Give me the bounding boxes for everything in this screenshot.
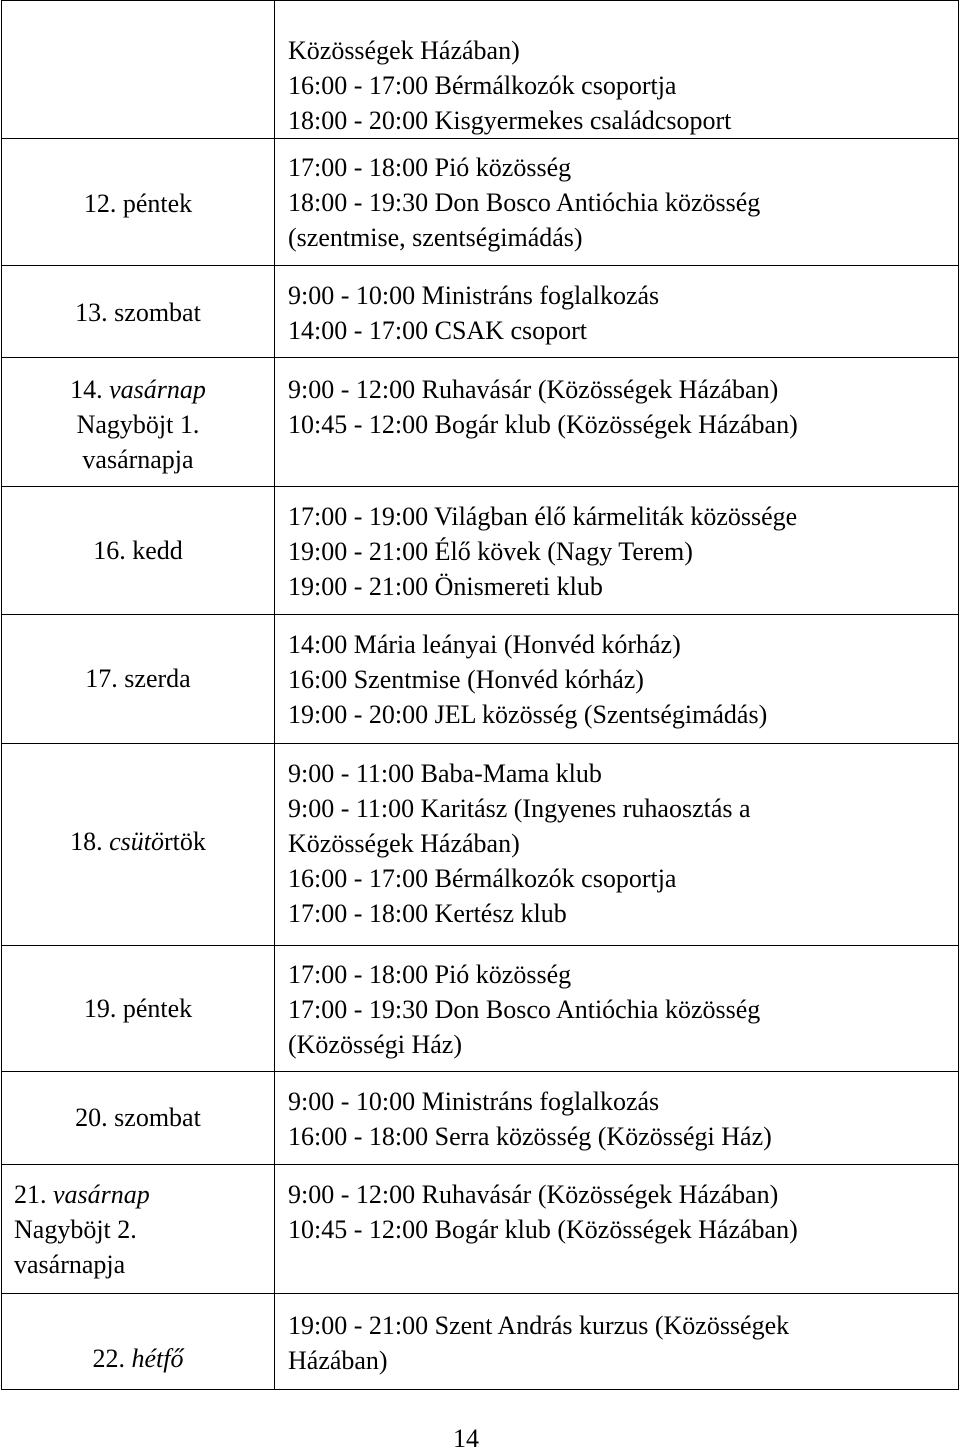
day-subtitle: Nagyböjt 1. xyxy=(76,410,200,439)
event-line: 9:00 - 10:00 Ministráns foglalkozás xyxy=(288,1087,660,1116)
page-number: 14 xyxy=(453,1424,479,1453)
events-cell xyxy=(275,139,959,266)
events-cell xyxy=(275,487,959,615)
day-cell xyxy=(2,358,275,487)
event-line: 14:00 - 17:00 CSAK csoport xyxy=(288,316,587,345)
day-label-text: 21. vasárnap xyxy=(14,1180,150,1209)
day-subtitle: vasárnapja xyxy=(82,445,194,474)
event-line: 18:00 - 20:00 Kisgyermekes családcsoport xyxy=(288,106,732,135)
events-cell xyxy=(275,1165,959,1294)
events-cell xyxy=(275,266,959,358)
event-line: 9:00 - 12:00 Ruhavásár (Közösségek Házában) xyxy=(288,1180,779,1209)
event-line: 19:00 - 21:00 Élő kövek (Nagy Terem) xyxy=(288,537,693,566)
event-line: 17:00 - 19:00 Világban élő kármeliták közössége xyxy=(288,502,798,531)
day-cell xyxy=(2,1,275,139)
day-cell xyxy=(2,615,275,744)
event-line: Házában) xyxy=(288,1346,388,1375)
table-row xyxy=(2,266,959,358)
events-cell xyxy=(275,358,959,487)
day-cell xyxy=(2,266,275,358)
event-line: 17:00 - 18:00 Pió közösség xyxy=(288,153,572,182)
event-line: (szentmise, szentségimádás) xyxy=(288,223,583,252)
event-line: 16:00 - 17:00 Bérmálkozók csoportja xyxy=(288,864,677,893)
event-line: 17:00 - 19:30 Don Bosco Antióchia közösség xyxy=(288,995,761,1024)
events-cell xyxy=(275,1294,959,1390)
day-label-text: 14. vasárnap xyxy=(70,375,206,404)
day-label-text: 22. hétfő xyxy=(92,1344,184,1373)
events-cell xyxy=(275,1072,959,1165)
table-row xyxy=(2,1,959,139)
day-label xyxy=(2,1341,274,1376)
day-cell xyxy=(2,946,275,1072)
event-line: 16:00 - 17:00 Bérmálkozók csoportja xyxy=(288,71,677,100)
day-cell xyxy=(2,744,275,946)
table-row xyxy=(2,1165,959,1294)
event-line: 9:00 - 11:00 Baba-Mama klub xyxy=(288,759,602,788)
event-line: 10:45 - 12:00 Bogár klub (Közösségek Házában) xyxy=(288,410,798,439)
event-line: 18:00 - 19:30 Don Bosco Antióchia közösség xyxy=(288,188,761,217)
day-cell xyxy=(2,487,275,615)
day-cell xyxy=(2,1165,275,1294)
events-cell xyxy=(275,744,959,946)
event-line: 9:00 - 11:00 Karitász (Ingyenes ruhaosztás a xyxy=(288,794,751,823)
table-row xyxy=(2,615,959,744)
table-row xyxy=(2,487,959,615)
events-cell xyxy=(275,946,959,1072)
table-row xyxy=(2,1072,959,1165)
event-line: 14:00 Mária leányai (Honvéd kórház) xyxy=(288,630,681,659)
event-line: 19:00 - 21:00 Önismereti klub xyxy=(288,572,603,601)
day-label xyxy=(14,1177,274,1212)
table-row xyxy=(2,139,959,266)
event-line: 9:00 - 10:00 Ministráns foglalkozás xyxy=(288,281,660,310)
event-line: 9:00 - 12:00 Ruhavásár (Közösségek Házában) xyxy=(288,375,779,404)
table-row xyxy=(2,358,959,487)
day-label-text: 18. csütörtök xyxy=(70,827,206,856)
day-cell xyxy=(2,139,275,266)
day-label: 17. szerda xyxy=(85,664,191,693)
day-label xyxy=(2,824,274,859)
table-row xyxy=(2,946,959,1072)
event-line: 16:00 Szentmise (Honvéd kórház) xyxy=(288,665,644,694)
schedule-table xyxy=(1,0,959,1390)
events-cell xyxy=(275,1,959,139)
day-label: 20. szombat xyxy=(75,1103,201,1132)
day-label: 19. péntek xyxy=(83,994,193,1023)
table-row xyxy=(2,1294,959,1390)
event-line: 16:00 - 18:00 Serra közösség (Közösségi Ház) xyxy=(288,1122,772,1151)
day-label xyxy=(2,372,274,407)
day-label: 16. kedd xyxy=(93,536,183,565)
event-line: 10:45 - 12:00 Bogár klub (Közösségek Házában) xyxy=(288,1215,798,1244)
event-line: 19:00 - 21:00 Szent András kurzus (Közösségek xyxy=(288,1311,790,1340)
event-line: 17:00 - 18:00 Kertész klub xyxy=(288,899,567,928)
day-subtitle: vasárnapja xyxy=(14,1250,126,1279)
day-cell xyxy=(2,1072,275,1165)
event-line: 17:00 - 18:00 Pió közösség xyxy=(288,960,572,989)
event-line: Közösségek Házában) xyxy=(288,36,520,65)
events-cell xyxy=(275,615,959,744)
day-subtitle: Nagyböjt 2. xyxy=(14,1215,137,1244)
event-line: 19:00 - 20:00 JEL közösség (Szentségimádás) xyxy=(288,700,768,729)
day-label: 13. szombat xyxy=(75,298,201,327)
day-cell xyxy=(2,1294,275,1390)
day-label: 12. péntek xyxy=(83,189,193,218)
event-line: (Közösségi Ház) xyxy=(288,1030,462,1059)
event-line: Közösségek Házában) xyxy=(288,829,520,858)
table-row xyxy=(2,744,959,946)
